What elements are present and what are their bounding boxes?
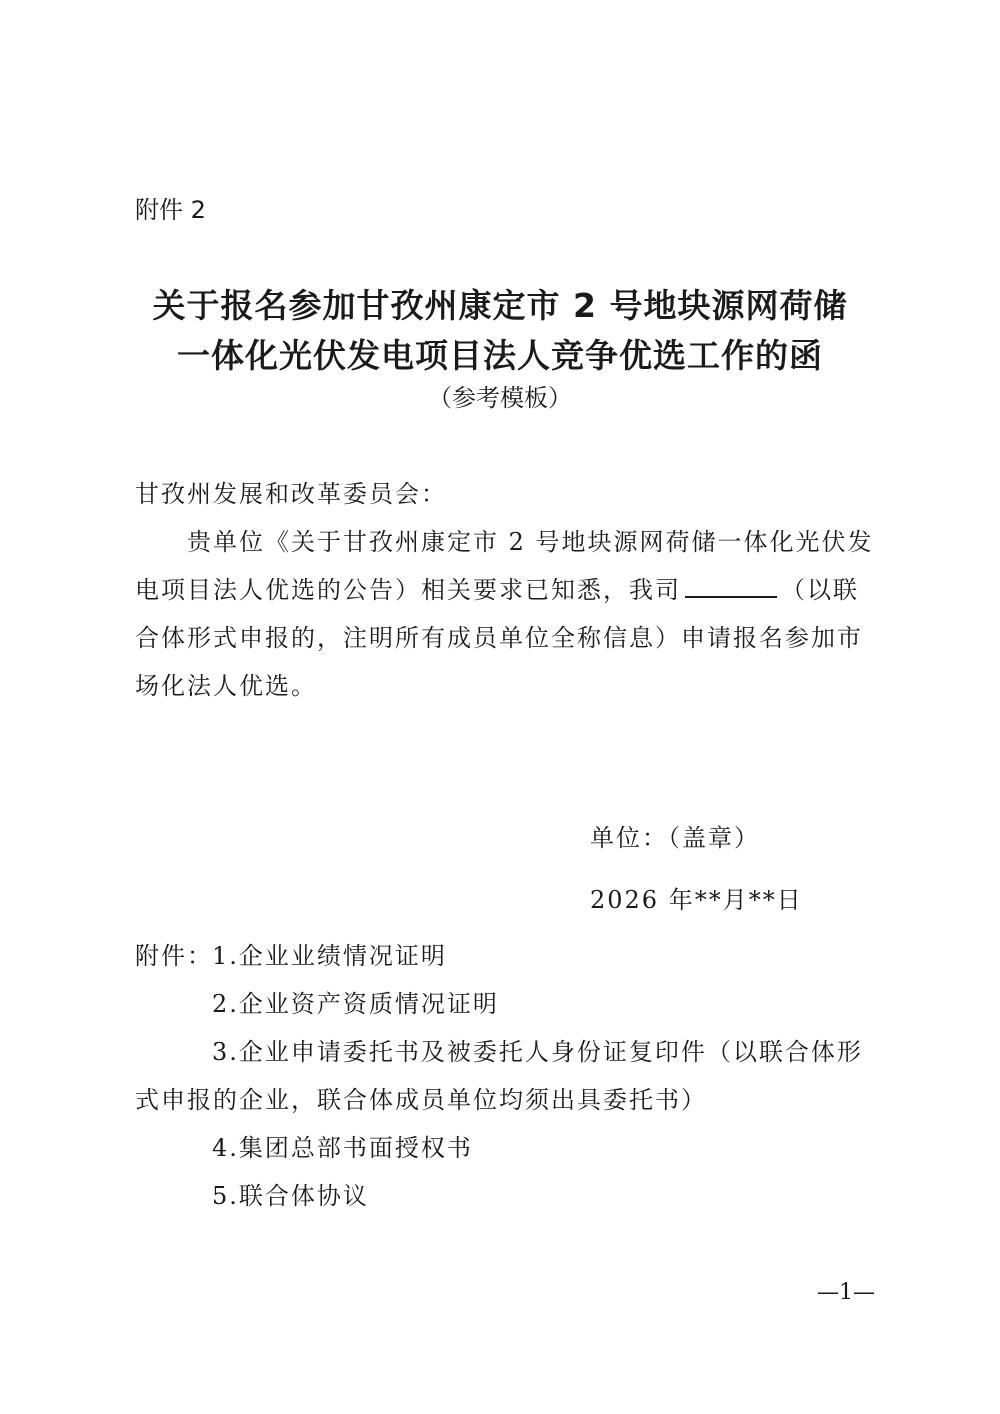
attachment-number-label: 附件 2 — [135, 196, 206, 224]
attachment-item-1: 1.企业业绩情况证明 — [212, 942, 447, 970]
paragraph-line-1: 贵单位《关于甘孜州康定市 2 号地块源网荷储一体化光伏发 — [187, 528, 874, 556]
attachment-item-3-line-1: 3.企业申请委托书及被委托人身份证复印件（以联合体形 — [212, 1038, 863, 1066]
date-line: 2026 年**月**日 — [590, 886, 803, 914]
document-title-line-1: 关于报名参加甘孜州康定市 2 号地块源网荷储 — [152, 286, 848, 325]
attachment-item-5: 5.联合体协议 — [212, 1182, 369, 1210]
paragraph-line-2-before-blank: 电项目法人优选的公告）相关要求已知悉，我司 — [135, 576, 681, 604]
paragraph-line-2-after-blank: （以联 — [781, 576, 859, 604]
attachment-item-3-line-2: 式申报的企业，联合体成员单位均须出具委托书） — [135, 1086, 707, 1114]
paragraph-line-4: 场化法人优选。 — [135, 672, 317, 700]
page-number: —1— — [817, 1280, 875, 1305]
document-title-line-2: 一体化光伏发电项目法人竞争优选工作的函 — [177, 336, 823, 375]
unit-seal-line: 单位：（盖章） — [590, 824, 760, 852]
paragraph-line-2 — [135, 570, 859, 605]
company-name-blank — [685, 574, 777, 598]
document-subtitle: （参考模板） — [428, 384, 572, 412]
recipient-line: 甘孜州发展和改革委员会： — [135, 480, 447, 508]
paragraph-line-3: 合体形式申报的，注明所有成员单位全称信息）申请报名参加市 — [135, 624, 863, 652]
attachments-label: 附件： — [135, 942, 213, 970]
attachment-item-2: 2.企业资产资质情况证明 — [212, 990, 499, 1018]
attachment-item-4: 4.集团总部书面授权书 — [212, 1134, 473, 1162]
